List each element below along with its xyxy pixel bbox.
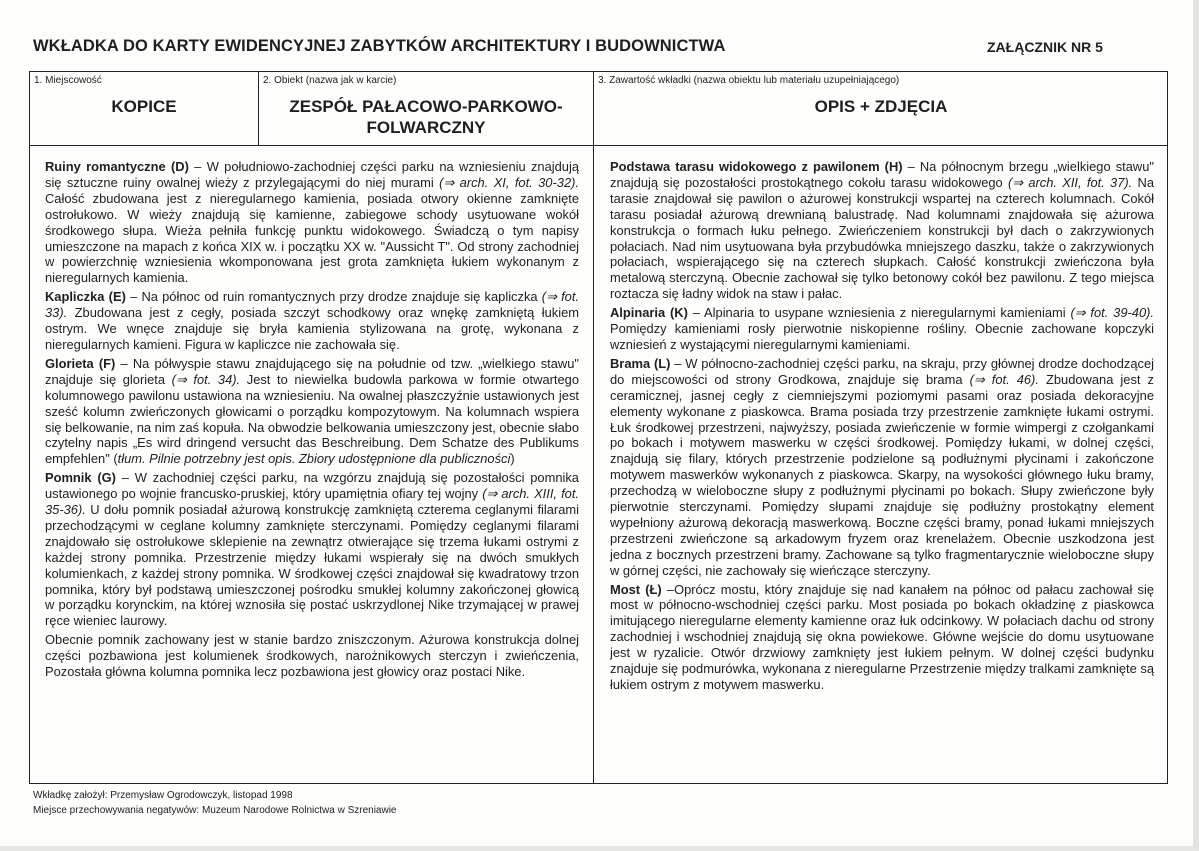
text-terrace-2: Na tarasie znajdował się pawilon o ażurowej konstrukcji wspartej na czterech kolumnach. Cokół tarasu posiadał ażurową drewnianą balustradę. Nad kolumnami znajdowała się ażurowa konstrukcja o formach łuku pełnego. Zwieńczeniem konstrukcji był dach o zakrzywionych połaciach. Nad nim usytuowana była przybudówka mniejszego daszku, także o zakrzywionych połaciach, wspierającego się na czterech słupkach. Całość konstrukcji zwieńczona była metalową sterczyną. Obecnie zachował się tylko betonowy cokół bez pawilonu. Z tego miejsca roztacza się ładny widok na staw i pałac. (610, 174, 1154, 302)
text-ruins-2: Całość zbudowana jest z nieregularnego kamienia, posiada otwory okienne zamknięte ostrołukowo. W wieży znajdują się kamienne, zabiegowe schody usytuowane wokół środkowego słupa. Wieża pełniła funkcję punktu widokowego. Świadczą o tym napisy umieszczone na mapach z końca XIX w. i początku XX w. "Aussicht T". Od strony zachodniej w powierzchnię wzniesienia wkomponowana jest grota zamknięta łukiem wykonanym z nieregularnych kamienia. (45, 190, 579, 286)
field-label-contents: 3. Zawartość wkładki (nazwa obiektu lub materiału uzupełniającego) (598, 75, 900, 86)
field-label-object: 2. Obiekt (nazwa jak w karcie) (263, 75, 397, 86)
heading-bridge: Most (Ł) (610, 581, 662, 597)
paragraph-terrace (610, 159, 1154, 302)
field-value-town: KOPICE (111, 97, 177, 116)
heading-glorieta: Glorieta (F) (45, 355, 116, 371)
annex-number: ZAŁĄCZNIK NR 5 (987, 39, 1103, 55)
text-terrace-1: – Na północnym brzegu „wielkiego stawu" znajdują się pozostałości prostokątnego cokołu tarasu widokowego (610, 159, 1154, 190)
text-alpinaria-1: – Alpinaria to usypane wzniesienia z nieregularnymi kamieniami (687, 305, 1071, 321)
translation-glorieta: tłum. Pilnie potrzebny jest opis. Zbiory udostępnione dla publiczności (117, 451, 511, 467)
ref-glorieta: (⇒ fot. 34). (171, 371, 241, 387)
field-value-contents: OPIS + ZDJĘCIA (814, 97, 948, 116)
paragraph-chapel (45, 289, 579, 353)
paragraph-alpinaria (610, 305, 1154, 353)
paragraph-monument-condition: Obecnie pomnik zachowany jest w stanie bardzo zniszczonym. Ażurowa konstrukcja dolnej części pozbawiona jest kolumienek środkowych, narożnikowych sterczyn i zwieńczenia, Pozostała główna kolumna pomnika lecz pozbawiona jest głowicy oraz postaci Nike. (45, 632, 579, 680)
text-ruins-1: – W południowo-zachodniej części parku na wzniesieniu znajdują się sztuczne ruiny owalnej wieży z przylegającymi do niej murami (45, 159, 579, 190)
ref-gate: (⇒ fot. 46). (969, 371, 1039, 387)
paragraph-glorieta (45, 356, 579, 467)
heading-terrace: Podstawa tarasu widokowego z pawilonem (H) (610, 159, 903, 174)
ref-terrace: (⇒ arch. XII, fot. 37). (1007, 174, 1133, 190)
text-chapel-1: – Na północ od ruin romantycznych przy drodze znajduje się kapliczka (125, 289, 542, 305)
ref-chapel: (⇒ fot. 33). (45, 289, 579, 321)
heading-ruins: Ruiny romantyczne (D) (45, 159, 189, 174)
ref-alpinaria: (⇒ fot. 39-40). (1070, 305, 1154, 321)
heading-alpinaria: Alpinaria (K) (610, 305, 688, 321)
right-description-column (610, 159, 1154, 696)
paragraph-gate (610, 356, 1154, 579)
text-bridge: –Oprócz mostu, który znajduje się nad kanałem na północ od pałacu zachował się most w północno-wschodniej części parku. Most posiada po bokach okładzinę z piaskowca imitującego nieregularne elementy kamienne oraz łuk odcinkowy. W połaciach dachu od strony zachodniej i wschodniej znajdują się okna powiekowe. Główne wejście do domu usytuowane jest w ryzalicie. Otwór drzwiowy zamknięty jest łukiem pełnym. W dolnej części budynku znajduje się podmurówka, wykonana z nieregularne Przestrzenie między tralkami zamknięte są łukiem ostrym z motywem maswerku. (610, 581, 1154, 692)
text-glorieta-2: Jest to niewielka budowla parkowa w formie otwartego kolumnowego pawilonu ustawiona na wzniesieniu. Na owalnej płaszczyźnie ustawionych jest sześć kolumn zwieńczonych głowicami o porządku kompozytowym. Na kolumnach wspiera się belkowanie, na nim zaś kopuła. Na obwodzie belkowania umieszczony jest, obecnie słabo czytelny napis „Es wird dringend versucht das Beschreibung. Dem Schatze des Publikums empfehlen" ( (45, 371, 579, 467)
text-chapel-2: Zbudowana jest z cegły, posiada szczyt schodkowy oraz wnękę zamkniętą łukiem ostrym. We wnęce znajduje się bryła kamienia stylizowana na grotę, wykonana z nieregularnych kamieni. Figura w kapliczce nie zachowała się. (45, 305, 579, 352)
paragraph-monument (45, 470, 579, 629)
ref-ruins: (⇒ arch. XI, fot. 30-32). (439, 174, 579, 190)
left-description-column (45, 159, 579, 683)
text-monument-2: U dołu pomnik posiadał ażurową konstrukcję zamkniętą czterema ceglanymi filarami przechodzącymi w ceglane kolumny zamknięte sterczynami. Pomiędzy ceglanymi filarami znajdowało się ostrołukowe sklepienie na zewnątrz otwierające się trzema łukami ostrymi z każdej strony pomnika. Przestrzenie między łukami wspierały się na dwóch smukłych kolumienkach, z każdej strony pomnika. W środkowej części znajdował się kwadratowy trzon pomnika, który był podstawą umieszczonej pośrodku smukłej kolumny zakończonej głowicą w porządku korynckim, na której wznosiła się postać uskrzydlonej Nike trzymającej w prawej ręce wieniec laurowy. (45, 502, 579, 629)
text-gate-1: – W północno-zachodniej części parku, na skraju, przy głównej drodze dochodzącej do miejscowości od strony Grodkowa, znajduje się brama (610, 355, 1154, 387)
text-gate-2: Zbudowana jest z ceramicznej, jasnej cegły z ciemniejszymi poziomymi pasami oraz posiada dekoracyjne elementy wykonane z piaskowca. Brama posiada trzy przestrzenie zamknięte łukami ostrymi. Łuk środkowej przestrzeni, najwyższy, posiada zwieńczenie w formie wimpergi z czołgankami po bokach i motywem maswerku w części środkowej. Pomiędzy łukami, w dolnej części, znajdują się filary, których przestrzenie podzielone są podłużnymi płycinami i zakończone motywem maswerków wykonanych z piaskowca. Skarpy, na wysokości głównego łuku bramy, przechodzą w wieloboczne słupy z podłużnymi płycinami po bokach. Słupy zwieńczone były pierwotnie sterczynami. Pomiędzy słupami znajduje się podłużny prostokątny element wypełniony ażurową dekoracją maswerkową. Boczne części bramy, ponad łukami mniejszych przestrzeni zwieńczone są arkadowym fryzem oraz krenelażem. Obecnie uszkodzona jest jedna z bocznych przestrzeni bramy. Zachowane są tylko fragmentarycznie wieloboczne słupy w górnej części, nie zachowały się wieńczące sterczyny. (610, 371, 1154, 578)
header-row-divider (29, 145, 1168, 146)
paragraph-bridge (610, 582, 1154, 693)
text-alpinaria-2: Pomiędzy kamieniami rosły pierwotnie niskopienne rośliny. Obecnie zachowane kopczyki wzniesień z wystającymi nieregularnymi kamieniami. (610, 321, 1154, 352)
heading-monument: Pomnik (G) (45, 470, 116, 486)
text-glorieta-1: – Na półwyspie stawu znajdującego się na południe od tzw. „wielkiego stawu" znajduje się glorieta (45, 355, 579, 387)
footer-author: Wkładkę założył: Przemysław Ogrodowczyk, listopad 1998 (33, 790, 293, 801)
paragraph-ruins (45, 159, 579, 286)
text-monument-1: – W zachodniej części parku, na wzgórzu znajdują się pozostałości pomnika ustawionego po wojnie francusko-pruskiej, który upamiętnia ofiary tej wojny (45, 470, 579, 502)
footer-negatives-location: Miejsce przechowywania negatywów: Muzeum Narodowe Rolnictwa w Szreniawie (33, 805, 397, 816)
field-value-object (259, 96, 593, 138)
ref-monument: (⇒ arch. XIII, fot. 35-36). (45, 486, 579, 518)
heading-chapel: Kapliczka (E) (45, 289, 126, 305)
object-name-line1: ZESPÓŁ PAŁACOWO-PARKOWO- (289, 97, 563, 116)
object-name-line2: FOLWARCZNY (366, 118, 486, 137)
field-label-town: 1. Miejscowość (34, 75, 102, 86)
text-glorieta-3: ) (510, 451, 515, 467)
card-title: WKŁADKA DO KARTY EWIDENCYJNEJ ZABYTKÓW ARCHITEKTURY I BUDOWNICTWA (33, 37, 726, 55)
field-divider-2 (593, 71, 594, 784)
heading-gate: Brama (L) (610, 355, 671, 371)
